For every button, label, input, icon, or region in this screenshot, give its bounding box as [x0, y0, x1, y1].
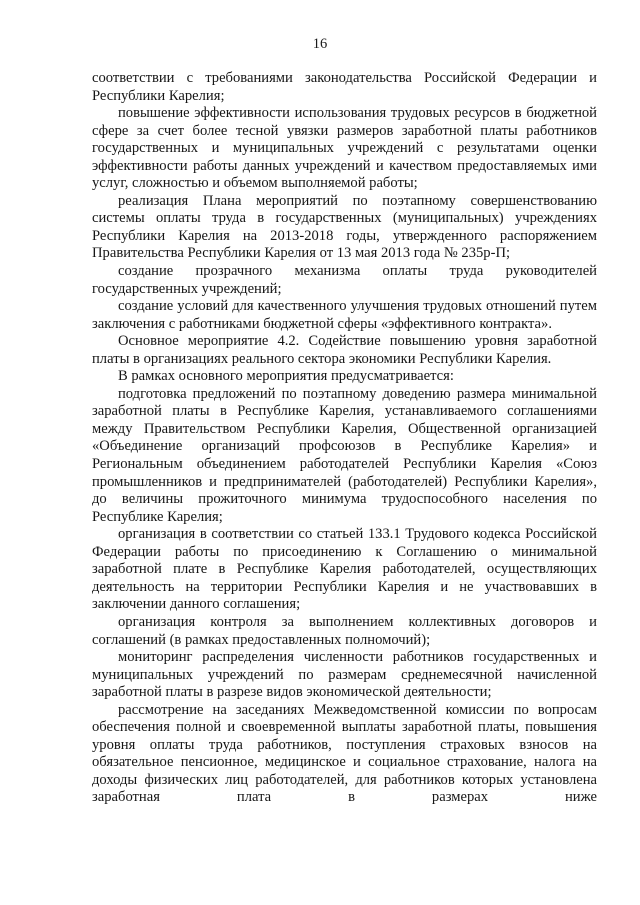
paragraph: создание условий для качественного улучшения трудовых отношений путем заключения с работниками бюджетной сферы «эффективного контракта». — [92, 298, 597, 332]
paragraph: организация контроля за выполнением коллективных договоров и соглашений (в рамках предоставленных полномочий); — [92, 613, 597, 648]
paragraph-continued: рассмотрение на заседаниях Межведомственной комиссии по вопросам обеспечения полной и своевременной выплаты заработной платы, повышения уровня оплаты труда работников, поступления страховых взносов на обязательное пенсионное, медицинское и социальное страхование, налога на доходы физических лиц работодателей, для работников которых установлена заработная плата в размерах ниже — [92, 701, 597, 806]
document-body — [92, 70, 597, 807]
paragraph: Основное мероприятие 4.2. Содействие повышению уровня заработной платы в организациях реального сектора экономики Республики Карелия. — [92, 333, 597, 367]
page-number: 16 — [312, 36, 328, 52]
paragraph: мониторинг распределения численности работников государственных и муниципальных учреждений по размерам среднемесячной начисленной заработной платы в разрезе видов экономической деятельности; — [92, 649, 597, 701]
paragraph: соответствии с требованиями законодательства Российской Федерации и Республики Карелия; — [92, 70, 597, 104]
paragraph: В рамках основного мероприятия предусматривается: — [118, 368, 454, 385]
paragraph: создание прозрачного механизма оплаты труда руководителей государственных учреждений; — [92, 263, 597, 297]
paragraph: подготовка предложений по поэтапному доведению размера минимальной заработной платы в Республике Карелия, устанавливаемого соглашениями между Правительством Республики Карелия, Общественной организацией «Объединение организаций профсоюзов в Республике Карелия» и Региональным объединением работодателей Республики Карелия «Союз промышленников и предпринимателей (работодателей) Республики Карелия», до величины прожиточного минимума трудоспособного населения по Республике Карелия; — [92, 385, 597, 525]
paragraph: реализация Плана мероприятий по поэтапному совершенствованию системы оплаты труда в государственных (муниципальных) учреждениях Республики Карелия на 2013-2018 годы, утвержденного распоряжением Правительства Республики Карелия от 13 мая 2013 года № 235р-П; — [92, 192, 597, 262]
paragraph: организация в соответствии со статьей 133.1 Трудового кодекса Российской Федерации работы по присоединению к Соглашению о минимальной заработной плате в Республике Карелия работодателей, осуществляющих деятельность на территории Республики Карелия и не участвовавших в заключении данного соглашения; — [92, 526, 597, 613]
paragraph: повышение эффективности использования трудовых ресурсов в бюджетной сфере за счет более тесной увязки размеров заработной платы работников государственных и муниципальных учреждений с результатами оценки эффективности работы данных учреждений и качеством предоставляемых ими услуг, сложностью и объемом выполняемой работы; — [92, 105, 597, 192]
